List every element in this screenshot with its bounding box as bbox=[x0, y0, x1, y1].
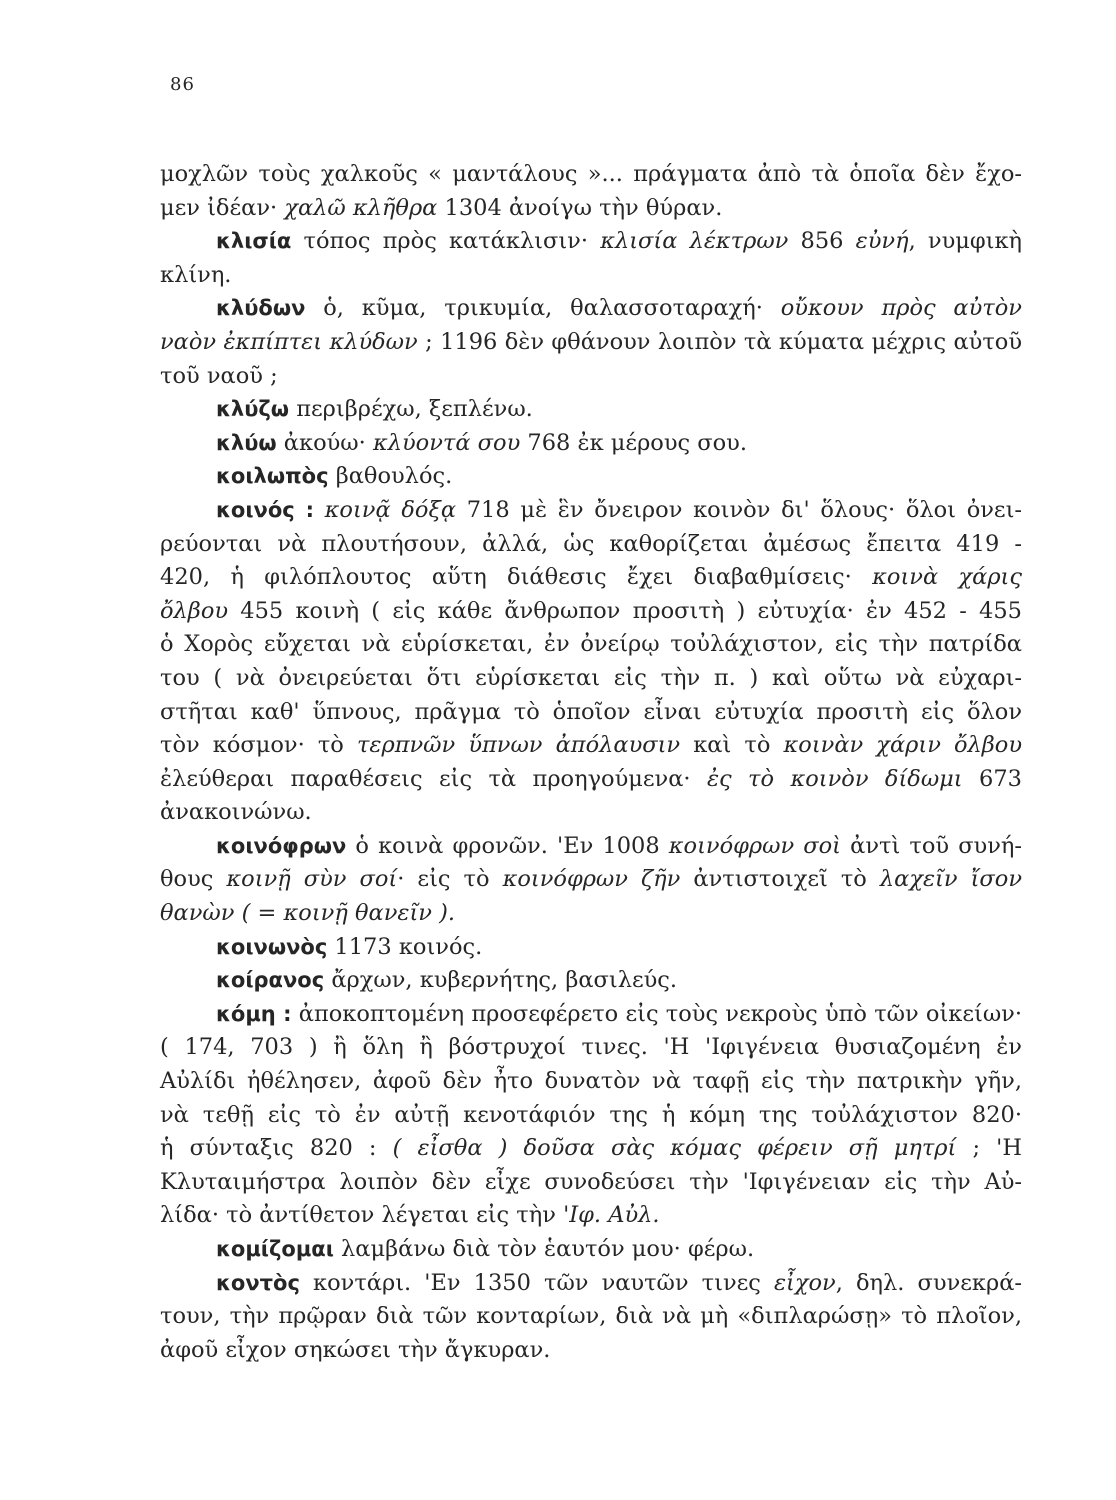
text-run: βαθουλός. bbox=[328, 463, 453, 490]
entry-headword: κομίζομαι bbox=[216, 1237, 334, 1261]
text-run: τοῦ ναοῦ ; bbox=[160, 362, 278, 389]
quoted-text: κλισία λέκτρων bbox=[600, 228, 789, 255]
text-run: ; 1196 δὲν φθάνουν λοιπὸν τὰ κύματα μέχρις αὐτοῦ bbox=[417, 328, 1023, 355]
text-run: μεν ἰδέαν· bbox=[160, 194, 285, 221]
text-run: κοντάρι. 'Εν 1350 τῶν ναυτῶν τινες bbox=[299, 1269, 774, 1296]
text-line bbox=[160, 158, 1022, 192]
text-run: λαμβάνω διὰ τὸν ἑαυτόν μου· φέρω. bbox=[333, 1236, 755, 1262]
entry-headword: κοίρανος bbox=[216, 968, 325, 993]
text-run: ἀνακοινώνω. bbox=[160, 799, 312, 826]
quoted-text: λαχεῖν ἴσον bbox=[879, 866, 1022, 893]
dictionary-entry-line bbox=[160, 964, 1022, 998]
text-run: · εἰς τὸ bbox=[397, 866, 503, 893]
quoted-text: κοινῇ σὺν σοί bbox=[226, 866, 398, 893]
text-run: τόπος πρὸς κατάκλισιν· bbox=[291, 228, 601, 255]
dictionary-entry-line bbox=[160, 998, 1022, 1032]
text-run: ; 'Η bbox=[956, 1135, 1022, 1162]
text-run: , δηλ. συνεκρά- bbox=[835, 1269, 1022, 1296]
quoted-text: 'Ιφ. Αὐλ. bbox=[563, 1202, 660, 1229]
text-line bbox=[160, 1300, 1022, 1334]
text-line bbox=[160, 528, 1022, 562]
quoted-text: κλύοντά σου bbox=[372, 429, 521, 456]
quoted-text: ὄλβου bbox=[160, 597, 229, 624]
text-run: ἀποκοπτομένη προσεφέρετο εἰς τοὺς νεκροὺς ὑπὸ τῶν οἰκείων· bbox=[291, 1000, 1022, 1027]
dictionary-entry-line bbox=[160, 393, 1022, 427]
text-line bbox=[160, 662, 1022, 696]
text-line bbox=[160, 1132, 1022, 1166]
text-line bbox=[160, 595, 1022, 629]
text-run: τὸν κόσμον· τὸ bbox=[160, 732, 357, 759]
dictionary-entry-line bbox=[160, 931, 1022, 965]
text-run: Αὐλίδι ἠθέλησεν, ἀφοῦ δὲν ἦτο δυνατὸν νὰ ταφῇ εἰς τὴν πατρικὴν γῆν, bbox=[160, 1068, 1022, 1095]
text-line bbox=[160, 1199, 1022, 1233]
quoted-text: εὐνή bbox=[855, 228, 909, 255]
text-run: τουν, τὴν πρῷραν διὰ τῶν κονταρίων, διὰ νὰ μὴ «διπλαρώσῃ» τὸ πλοῖον, bbox=[160, 1303, 1022, 1330]
text-run: του ( νὰ ὀνειρεύεται ὅτι εὑρίσκεται εἰς τὴν π. ) καὶ οὕτω νὰ εὐχαρι- bbox=[160, 664, 1022, 691]
text-run: ἄρχων, κυβερνήτης, βασιλεύς. bbox=[324, 967, 678, 994]
text-run: , νυμφικὴ bbox=[908, 228, 1022, 255]
text-run: ἀντιστοιχεῖ τὸ bbox=[680, 866, 880, 893]
dictionary-entry-line bbox=[160, 225, 1022, 259]
quoted-text: κοινὰ χάρις bbox=[872, 564, 1022, 591]
text-line bbox=[160, 763, 1022, 797]
entry-headword: κοινωνὸς bbox=[216, 934, 328, 959]
text-run: 420, ἡ φιλόπλουτος αὕτη διάθεσις ἔχει διαβαθμίσεις· bbox=[160, 564, 873, 591]
text-run: 768 ἐκ μέρους σου. bbox=[520, 429, 748, 456]
text-run: 455 κοινὴ ( εἰς κάθε ἄνθρωπον προσιτὴ ) εὐτυχία· ἐν 452 - 455 bbox=[228, 597, 1022, 624]
text-line bbox=[160, 192, 1022, 226]
text-run: ὁ, κῦμα, τρικυμία, θαλασσοταραχή· bbox=[305, 295, 781, 322]
text-run: ἀντὶ τοῦ συνή- bbox=[841, 832, 1022, 859]
quoted-text: ( εἶσθα ) δοῦσα σὰς κόμας φέρειν σῇ μητρί bbox=[392, 1135, 957, 1162]
text-run: Κλυταιμήστρα λοιπὸν δὲν εἶχε συνοδεύσει τὴν 'Ιφιγένειαν εἰς τὴν Αὐ- bbox=[160, 1168, 1022, 1195]
text-run: ρεύονται νὰ πλουτήσουν, ἀλλά, ὡς καθορίζεται ἀμέσως ἔπειτα 419 - bbox=[160, 530, 1022, 557]
text-run: ἐλεύθεραι παραθέσεις εἰς τὰ προηγούμενα· bbox=[160, 765, 707, 792]
entry-headword: κλύδων bbox=[216, 296, 306, 321]
text-line bbox=[160, 1031, 1022, 1065]
quoted-text: ἐς τὸ κοινὸν δίδωμι bbox=[706, 765, 963, 792]
text-line bbox=[160, 863, 1022, 897]
text-run: μοχλῶν τοὺς χαλκοῦς « μαντάλους »... πράγματα ἀπὸ τὰ ὁποῖα δὲν ἔχο- bbox=[160, 161, 1022, 187]
text-line bbox=[160, 1099, 1022, 1133]
text-run: ( 174, 703 ) ἢ ὅλη ἢ βόστρυχοί τινες. 'Η 'Ιφιγένεια θυσιαζομένη ἐν bbox=[160, 1034, 1022, 1061]
dictionary-entry-line bbox=[160, 292, 1022, 326]
quoted-text: κοινὰν χάριν ὄλβου bbox=[783, 732, 1023, 759]
quoted-text: ναὸν ἐκπίπτει κλύδων bbox=[160, 328, 418, 355]
entry-headword: κοινόφρων bbox=[216, 833, 347, 858]
page-number: 86 bbox=[170, 74, 195, 95]
text-run: ὁ κοινὰ φρονῶν. 'Εν 1008 bbox=[346, 832, 669, 859]
text-line bbox=[160, 796, 1022, 830]
text-run: ὁ Χορὸς εὔχεται νὰ εὑρίσκεται, ἐν ὀνείρῳ τοὐλάχιστον, εἰς τὴν πατρίδα bbox=[160, 631, 1022, 658]
text-line bbox=[160, 897, 1022, 931]
text-run: κλίνη. bbox=[160, 261, 232, 288]
text-run: ἡ σύνταξις 820 : bbox=[160, 1135, 393, 1162]
text-run bbox=[314, 497, 325, 523]
dictionary-entry-line bbox=[160, 830, 1022, 864]
quoted-text: κοινόφρων ζῆν bbox=[502, 866, 681, 893]
text-body bbox=[160, 158, 1022, 1367]
quoted-text: οὔκουν πρὸς αὐτὸν bbox=[780, 295, 1022, 322]
text-line bbox=[160, 259, 1022, 293]
text-run: ἀφοῦ εἶχον σηκώσει τὴν ἄγκυραν. bbox=[160, 1336, 551, 1363]
dictionary-entry-line bbox=[160, 427, 1022, 461]
text-run: περιβρέχω, ξεπλένω. bbox=[289, 396, 533, 423]
text-run: ἀκούω· bbox=[276, 429, 373, 456]
quoted-text: χαλῶ κλῆθρα bbox=[284, 194, 438, 221]
text-line bbox=[160, 1166, 1022, 1200]
quoted-text: θανὼν ( = κοινῇ θανεῖν ). bbox=[160, 900, 456, 927]
entry-headword: κλύζω bbox=[216, 397, 290, 422]
entry-headword: κοντὸς bbox=[216, 1270, 300, 1295]
entry-headword: κλισία bbox=[216, 229, 292, 254]
entry-headword: κοινός : bbox=[216, 497, 314, 522]
entry-headword: κοιλωπὸς bbox=[216, 464, 329, 489]
text-run: νὰ τεθῇ εἰς τὸ ἐν αὐτῇ κενοτάφιόν της ἡ κόμη της τοὐλάχιστον 820· bbox=[160, 1101, 1022, 1128]
text-run: καὶ τὸ bbox=[680, 732, 784, 759]
text-run: 1173 κοινός. bbox=[327, 933, 483, 960]
quoted-text: κοινόφρων σοὶ bbox=[668, 832, 842, 859]
text-run: 718 μὲ ἓν ὄνειρον κοινὸν δι' ὅλους· ὅλοι ὀνει- bbox=[456, 496, 1023, 523]
quoted-text: εἶχον bbox=[773, 1269, 836, 1296]
dictionary-entry-line bbox=[160, 460, 1022, 494]
dictionary-entry-line bbox=[160, 494, 1022, 528]
quoted-text: τερπνῶν ὕπνων ἀπόλαυσιν bbox=[356, 732, 681, 759]
text-line bbox=[160, 561, 1022, 595]
text-run: 1304 ἀνοίγω τὴν θύραν. bbox=[437, 194, 723, 221]
text-line bbox=[160, 1334, 1022, 1368]
text-line bbox=[160, 360, 1022, 394]
text-line bbox=[160, 729, 1022, 763]
text-line bbox=[160, 628, 1022, 662]
entry-headword: κόμη : bbox=[216, 1001, 292, 1026]
text-run: στῆται καθ' ὕπνους, πρᾶγμα τὸ ὁποῖον εἶναι εὐτυχία προσιτὴ εἰς ὅλον bbox=[160, 698, 1022, 725]
dictionary-entry-line bbox=[160, 1267, 1022, 1301]
dictionary-entry-line bbox=[160, 1233, 1022, 1267]
text-line bbox=[160, 696, 1022, 730]
text-run: 673 bbox=[962, 765, 1022, 792]
text-line bbox=[160, 326, 1022, 360]
quoted-text: κοινᾷ δόξᾳ bbox=[324, 496, 457, 523]
text-run: θους bbox=[160, 866, 227, 893]
text-run: λίδα· τὸ ἀντίθετον λέγεται εἰς τὴν bbox=[160, 1202, 564, 1229]
text-run: 856 bbox=[788, 228, 856, 255]
text-line bbox=[160, 1065, 1022, 1099]
entry-headword: κλύω bbox=[216, 430, 277, 455]
